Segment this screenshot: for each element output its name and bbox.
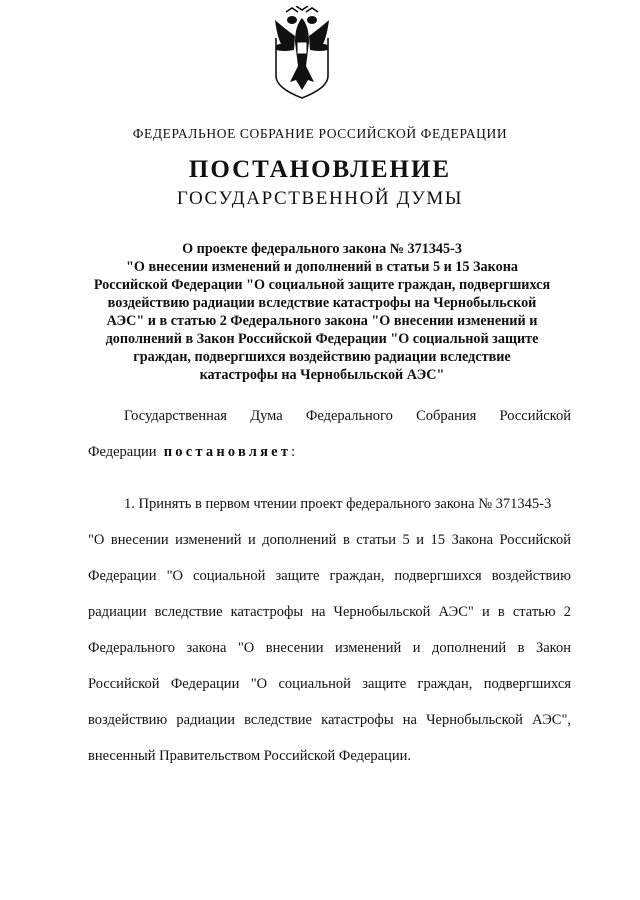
title-line: граждан, подвергшихся воздействию радиации вследствие [133,349,511,365]
preamble-line-2 [88,444,571,461]
preamble-word: Российской [499,408,571,424]
paragraph-line: Российской Федерации "О социальной защите граждан, подвергшихся [88,676,571,692]
paragraph-line: радиации вследствие катастрофы на Чернобыльской АЭС" и в статью 2 [88,604,571,620]
preamble-word: Федерального [305,408,393,424]
paragraph-line: воздействию радиации вследствие катастрофы на Чернобыльской АЭС", [88,712,571,728]
preamble-word: Государственная [124,408,227,424]
preamble-word: Собрания [416,408,477,424]
decree-verb: постановляет [163,444,292,460]
paragraph-line: Федерации "О социальной защите граждан, подвергшихся воздействию [88,568,571,584]
paragraph-line: "О внесении изменений и дополнений в статьи 5 и 15 Закона Российской [88,532,571,548]
issuer-line: ГОСУДАРСТВЕННОЙ ДУМЫ [176,188,464,209]
title-line: Российской Федерации "О социальной защите граждан, подвергшихся [93,277,551,293]
russian-coat-of-arms-icon [272,6,332,100]
preamble-word: Дума [250,408,283,424]
paragraph-line: 1. Принять в первом чтении проект федерального закона № 371345-3 [124,496,552,512]
title-line: "О внесении изменений и дополнений в статьи 5 и 15 Закона [126,259,518,275]
paragraph-line: Федерального закона "О внесении изменений и дополнений в Закон [88,640,571,656]
title-line: АЭС" и в статью 2 Федерального закона "О внесении изменений и [106,313,538,329]
title-line: воздействию радиации вследствие катастрофы на Чернобыльской [107,295,537,311]
preamble-subject: Федерации [88,444,157,460]
organization-header: ФЕДЕРАЛЬНОЕ СОБРАНИЕ РОССИЙСКОЙ ФЕДЕРАЦИИ [132,126,508,141]
title-line: катастрофы на Чернобыльской АЭС" [199,367,445,383]
paragraph-line: внесенный Правительством Российской Федерации. [88,748,411,764]
preamble-line-1 [124,408,571,425]
colon: : [291,444,296,460]
document-type-title: ПОСТАНОВЛЕНИЕ [188,156,452,183]
resolution-title [82,240,562,384]
title-line: дополнений в Закон Российской Федерации "О социальной защите [105,331,539,347]
title-line: О проекте федерального закона № 371345-3 [182,241,462,257]
